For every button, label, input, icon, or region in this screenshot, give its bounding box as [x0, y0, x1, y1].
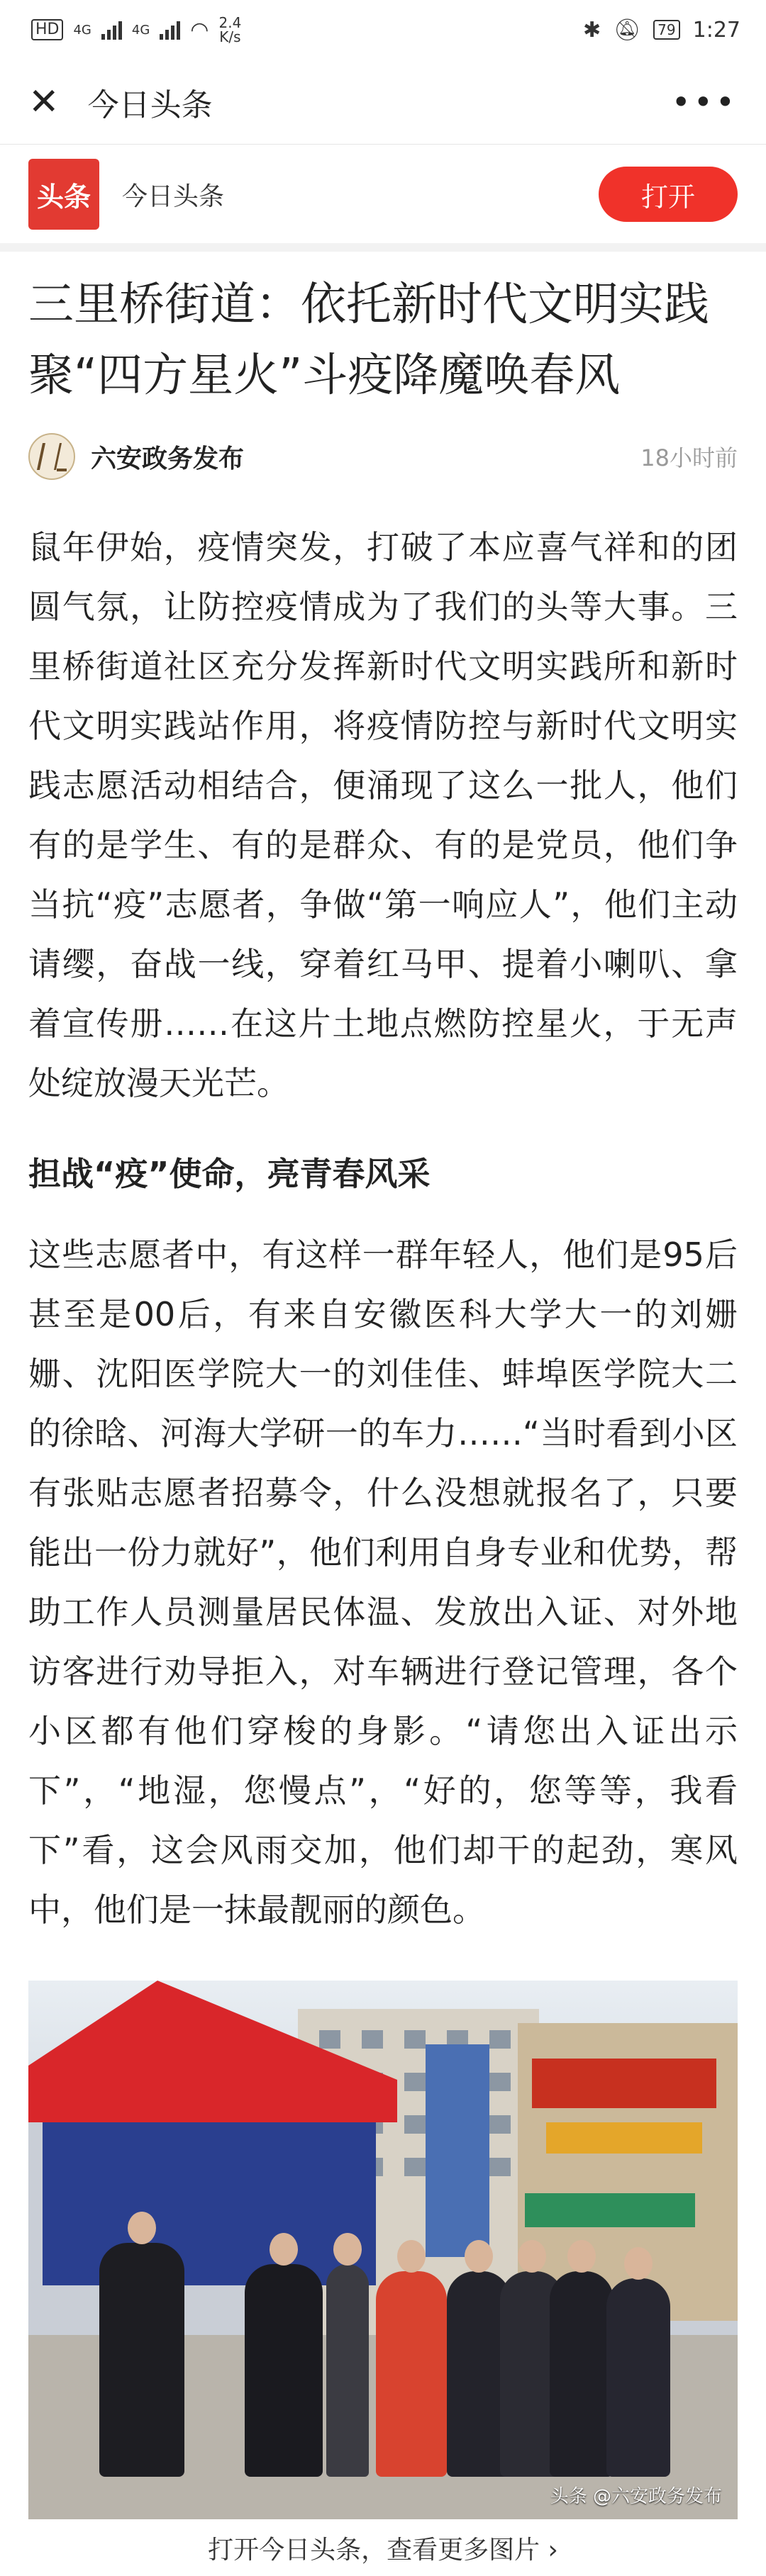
- author-name[interactable]: 六安政务发布: [91, 444, 245, 474]
- network-type-2: 4G: [131, 22, 150, 38]
- photo-person: [606, 2278, 670, 2477]
- top-bar-left: [28, 79, 213, 125]
- author-info[interactable]: [28, 433, 244, 480]
- section-heading: 担战“疫”使命，亮青春风采: [28, 1155, 431, 1193]
- network-speed: [218, 16, 241, 44]
- mute-icon: 🔕︎: [614, 17, 641, 43]
- photo-sign: [532, 2059, 716, 2108]
- signal-icon: [101, 20, 122, 40]
- paragraph-2: 这些志愿者中，有这样一群年轻人，他们是95后甚至是00后，有来自安徽医科大学大一的刘姗姗、沈阳医学院大一的刘佳佳、蚌埠医学院大二的徐晗、河海大学研一的车力……“当时看到小区有张贴志愿者招募令，什么没想就报名了，只要能出一份力就好”，他们利用自身专业和优势，帮助工作人员测量居民体温、发放出入证、对外地访客进行劝导拒入，对车辆进行登记管理，各个小区都有他们穿梭的身影。“请您出入证出示下”，“地湿，您慢点”，“好的，您等等，我看下”看，这会风雨交加，他们却干的起劲，寒风中，他们是一抹最靓丽的颜色。: [28, 1236, 738, 1929]
- speed-unit: K/s: [219, 28, 241, 45]
- publish-time: 18小时前: [640, 444, 738, 471]
- more-icon[interactable]: •••: [671, 82, 738, 121]
- signal-icon-2: [160, 20, 180, 40]
- photo-sign: [546, 2122, 702, 2154]
- photo-sign: [525, 2193, 695, 2227]
- battery-icon: 79: [653, 20, 679, 40]
- photo-tent-wall: [43, 2115, 376, 2285]
- banner-app-name: 今日头条: [122, 181, 225, 211]
- network-type-1: 4G: [73, 22, 91, 38]
- status-bar: [0, 0, 766, 60]
- top-bar: [0, 60, 766, 145]
- status-right: [583, 18, 740, 43]
- page-title: 今日头条: [87, 86, 213, 123]
- bluetooth-icon: ✱: [582, 17, 601, 43]
- photo-person: [245, 2264, 323, 2477]
- clock: 1:27: [692, 17, 740, 43]
- speed-value: 2.4: [218, 14, 242, 31]
- close-icon[interactable]: ✕: [28, 80, 60, 123]
- open-app-button[interactable]: 打开: [599, 167, 738, 222]
- photo-person: [376, 2271, 447, 2477]
- banner-left: [28, 159, 224, 230]
- author-avatar[interactable]: [28, 433, 75, 480]
- author-row: [28, 428, 738, 485]
- hd-badge: HD: [31, 19, 63, 40]
- photo-person: [99, 2243, 184, 2477]
- more-images-link[interactable]: 打开今日头条，查看更多图片 ›: [28, 2519, 738, 2576]
- photo-watermark: 头条 @六安政务发布: [550, 2486, 722, 2507]
- photo-sign: [426, 2044, 489, 2257]
- photo-person: [550, 2271, 614, 2477]
- article-title: 三里桥街道：依托新时代文明实践聚“四方星火”斗疫降魔唤春风: [28, 279, 709, 402]
- toutiao-logo: 头条: [28, 159, 99, 230]
- paragraph-1: 鼠年伊始，疫情突发，打破了本应喜气祥和的团圆气氛，让防控疫情成为了我们的头等大事。三里桥街道社区充分发挥新时代文明实践所和新时代文明实践站作用，将疫情防控与新时代文明实践志愿活动相结合，便涌现了这么一批人，他们有的是学生、有的是群众、有的是党员，他们争当抗“疫”志愿者，争做“第一响应人”，他们主动请缨，奋战一线，穿着红马甲、提着小喇叭、拿着宣传册……在这片土地点燃防控星火，于无声处绽放漫天光芒。: [28, 528, 738, 1102]
- photo-person: [326, 2264, 369, 2477]
- wifi-icon: ◠: [190, 17, 209, 43]
- app-banner: [0, 145, 766, 252]
- article: [28, 269, 738, 2576]
- article-photo[interactable]: [28, 1981, 738, 2519]
- status-left: [31, 16, 241, 44]
